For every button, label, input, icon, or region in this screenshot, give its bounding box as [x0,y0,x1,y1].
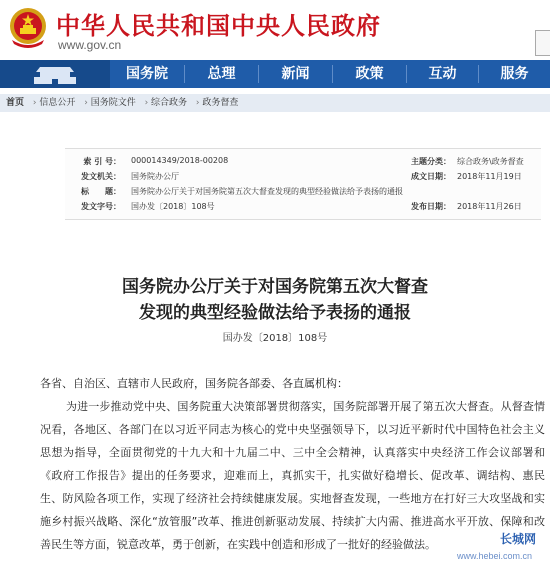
publish-date-value: 2018年11月26日 [457,202,522,211]
metadata-row [65,156,541,170]
issuer-value: 国务院办公厅 [131,172,179,181]
nav-item-interaction[interactable]: 互动 [428,66,457,82]
nav-item-news[interactable]: 新闻 [281,66,310,82]
doc-number-label: 发文字号： [81,202,121,211]
document-metadata-table [65,148,541,220]
article-doc-number: 国办发〔2018〕108号 [222,333,328,344]
article-salutation: 各省、自治区、直辖市人民政府，国务院各部委、各直属机构： [40,377,348,390]
tiananmen-icon [0,60,110,88]
nav-item-state-council[interactable]: 国务院 [126,66,168,82]
main-nav [0,60,550,88]
site-url[interactable]: www.gov.cn [58,38,122,52]
doc-title-label: 标 题： [81,187,121,196]
publish-date-label: 发布日期： [411,202,451,211]
nav-item-premier[interactable]: 总理 [207,66,236,82]
nav-item-policy[interactable]: 政策 [355,66,384,82]
breadcrumb-info-disclosure[interactable]: 信息公开 [39,98,76,108]
watermark-logo: 长城网 [499,532,536,546]
doc-number-value: 国办发〔2018〕108号 [131,202,215,211]
doc-title-value: 国务院办公厅关于对国务院第五次大督查发现的典型经验做法给予表扬的通报 [131,187,403,196]
index-number-label: 索 引 号： [83,157,121,166]
article-body-paragraph: 为进一步推动党中央、国务院重大决策部署贯彻落实，国务院部署开展了第五次大督查。从督查情况看，各地区、各部门在以习近平同志为核心的党中央坚强领导下，以习近平新时代中国特色社会主义思想为指导，全面贯彻党的十九大和十九届二中、三中全会精神，认真落实中央经济工作会议部署和《政府工作报告》提出的任务要求，迎难而上，真抓实干，扎实做好稳增长、促改革、调结构、惠民生、防风险各项工作，实现了经济社会持续健康发展。实地督查发现，一些地方在打好三大攻坚战和实施乡村振兴战略、深化“放管服”改革、推进创新驱动发展、持续扩大内需、推进高水平开放、保障和改善民生等方面，锐意改革，勇于创新，在实践中创造和形成了一批好的经验做法。 [40,400,545,551]
site-title[interactable]: 中华人民共和国中央人民政府 [56,11,381,40]
issuer-label: 发文机关： [81,172,121,181]
index-number-value: 000014349/2018-00208 [131,156,229,165]
breadcrumb-supervision[interactable]: 政务督查 [202,98,239,108]
breadcrumb [0,94,550,112]
breadcrumb-separator: › [193,98,203,108]
breadcrumb-general-affairs[interactable]: 综合政务 [151,98,188,108]
nav-home-button[interactable] [0,60,110,88]
search-input[interactable] [535,30,550,56]
article-title-line-2: 发现的典型经验做法给予表扬的通报 [139,303,411,323]
metadata-row [65,201,541,215]
topic-label: 主题分类： [411,157,451,166]
article-title-line-1: 国务院办公厅关于对国务院第五次大督查 [122,277,428,297]
national-emblem-icon[interactable] [8,6,48,50]
metadata-row [65,186,541,200]
topic-value: 综合政务\政务督查 [457,157,524,166]
metadata-row [65,171,541,185]
breadcrumb-separator: › [81,98,91,108]
breadcrumb-home[interactable]: 首页 [6,98,25,108]
written-date-value: 2018年11月19日 [457,172,522,181]
site-header [0,0,550,60]
breadcrumb-separator: › [141,98,152,108]
breadcrumb-separator: › [30,98,40,108]
written-date-label: 成文日期： [411,172,451,181]
watermark-url: www.hebei.com.cn [456,551,532,561]
nav-item-services[interactable]: 服务 [500,66,529,82]
breadcrumb-state-council-docs[interactable]: 国务院文件 [90,98,136,108]
